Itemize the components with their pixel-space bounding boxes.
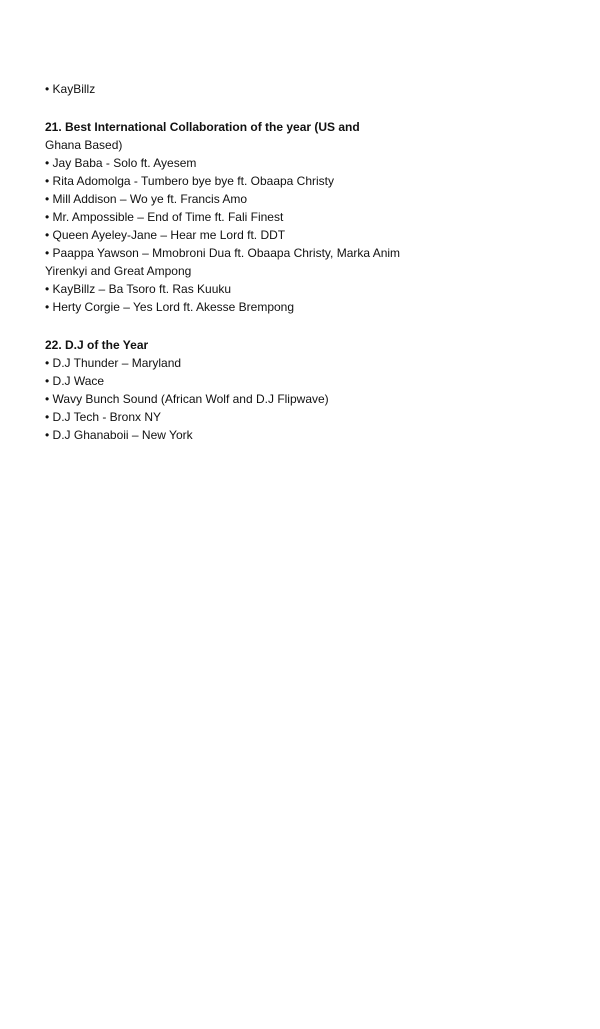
section-heading-22: 22. D.J of the Year	[45, 338, 149, 352]
list-item: • Herty Corgie – Yes Lord ft. Akesse Brempong	[45, 298, 565, 316]
list-item: • Queen Ayeley-Jane – Hear me Lord ft. DDT	[45, 226, 565, 244]
list-item: • D.J Wace	[45, 372, 565, 390]
document-page	[45, 80, 565, 444]
list-item: • Mr. Ampossible – End of Time ft. Fali Finest	[45, 208, 565, 226]
section-heading-21-continued: Ghana Based)	[45, 138, 123, 152]
list-item: • KayBillz	[45, 80, 565, 98]
section-spacer	[45, 98, 565, 118]
list-item-continued: Yirenkyi and Great Ampong	[45, 264, 192, 278]
list-item: • Paappa Yawson – Mmobroni Dua ft. Obaapa Christy, Marka Anim	[45, 244, 565, 262]
list-item: • Jay Baba - Solo ft. Ayesem	[45, 154, 565, 172]
list-item: • D.J Thunder – Maryland	[45, 354, 565, 372]
section-heading-21: 21. Best International Collaboration of the year (US and	[45, 120, 360, 134]
list-item: • Mill Addison – Wo ye ft. Francis Amo	[45, 190, 565, 208]
list-item: • Wavy Bunch Sound (African Wolf and D.J Flipwave)	[45, 390, 565, 408]
list-item: • D.J Tech - Bronx NY	[45, 408, 565, 426]
list-item: • Rita Adomolga - Tumbero bye bye ft. Obaapa Christy	[45, 172, 565, 190]
list-item: • KayBillz – Ba Tsoro ft. Ras Kuuku	[45, 280, 565, 298]
section-spacer	[45, 316, 565, 336]
list-item: • D.J Ghanaboii – New York	[45, 426, 565, 444]
